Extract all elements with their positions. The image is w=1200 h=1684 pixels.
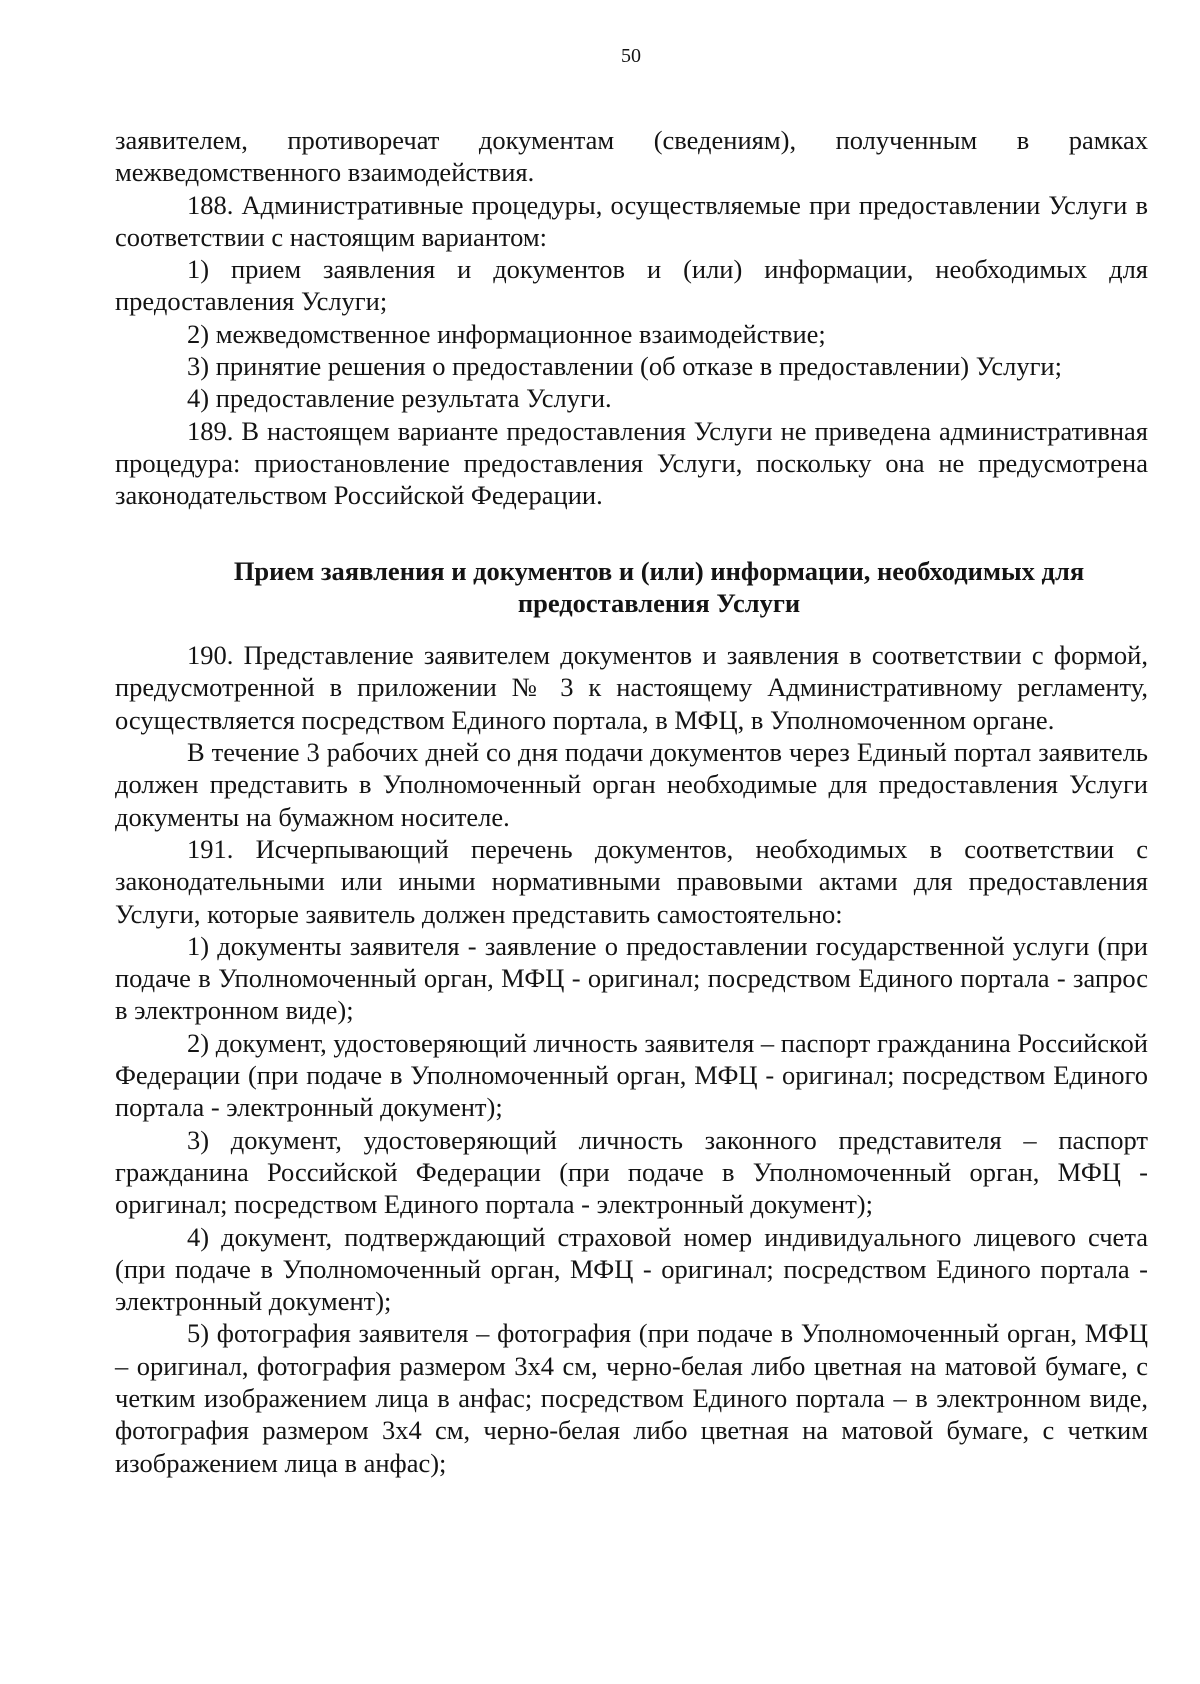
section-heading-line-2: предоставления Услуги — [517, 587, 801, 618]
paragraph-190-deadline: В течение 3 рабочих дней со дня подачи документов через Единый портал заявитель должен представить в Уполномоченный орган необходимые для предоставления Услуги документы на бумажном носителе. — [115, 737, 1148, 832]
document-body — [115, 124, 1148, 1479]
paragraph-191: 191. Исчерпывающий перечень документов, необходимых в соответствии с законодательными или иными нормативными правовыми актами для предоставления Услуги, которые заявитель должен представить самостоятельно: — [115, 833, 1148, 929]
paragraph-189: 189. В настоящем варианте предоставления Услуги не приведена административная процедура: приостановление предоставления Услуги, поскольку она не предусмотрена законодательством Российской Федерации. — [115, 415, 1148, 511]
list-item-188-4: 4) предоставление результата Услуги. — [187, 383, 612, 414]
list-item-188-3: 3) принятие решения о предоставлении (об отказе в предоставлении) Услуги; — [187, 351, 1062, 382]
paragraph-188: 188. Административные процедуры, осуществляемые при предоставлении Услуги в соответствии с настоящим вариантом: — [115, 189, 1148, 252]
list-item-188-1: 1) прием заявления и документов и (или) информации, необходимых для предоставления Услуги; — [115, 254, 1148, 317]
section-heading — [115, 555, 1148, 620]
list-item-191-5: 5) фотография заявителя – фотография (при подаче в Уполномоченный орган, МФЦ – оригинал, фотография размером 3х4 см, черно-белая либо цветная на матовой бумаге, с четким изображением лица в анфас; посредством Единого портала – в электронном виде, фотография размером 3х4 см, черно-белая либо цветная на матовой бумаге, с четким изображением лица в анфас); — [115, 1318, 1148, 1478]
list-item-191-1: 1) документы заявителя - заявление о предоставлении государственной услуги (при подаче в Уполномоченный орган, МФЦ - оригинал; посредством Единого портала - запрос в электронном виде); — [115, 930, 1148, 1026]
list-item-191-4: 4) документ, подтверждающий страховой номер индивидуального лицевого счета (при подаче в Уполномоченный орган, МФЦ - оригинал; посредством Единого портала - электронный документ); — [115, 1221, 1148, 1317]
list-item-191-2: 2) документ, удостоверяющий личность заявителя – паспорт гражданина Российской Федерации (при подаче в Уполномоченный орган, МФЦ - оригинал; посредством Единого портала - электронный документ); — [115, 1027, 1148, 1123]
paragraph-continuation: заявителем, противоречат документам (сведениям), полученным в рамках межведомственного взаимодействия. — [115, 125, 1148, 188]
page-number: 50 — [621, 45, 641, 67]
section-heading-line-1: Прием заявления и документов и (или) информации, необходимых для — [233, 555, 1085, 586]
list-item-191-3: 3) документ, удостоверяющий личность законного представителя – паспорт гражданина Российской Федерации (при подаче в Уполномоченный орган, МФЦ - оригинал; посредством Единого портала - электронный документ); — [115, 1124, 1148, 1220]
paragraph-190: 190. Представление заявителем документов и заявления в соответствии с формой, предусмотренной в приложении № 3 к настоящему Административному регламенту, осуществляется посредством Единого портала, в МФЦ, в Уполномоченном органе. — [115, 640, 1148, 735]
list-item-188-2: 2) межведомственное информационное взаимодействие; — [187, 318, 826, 349]
